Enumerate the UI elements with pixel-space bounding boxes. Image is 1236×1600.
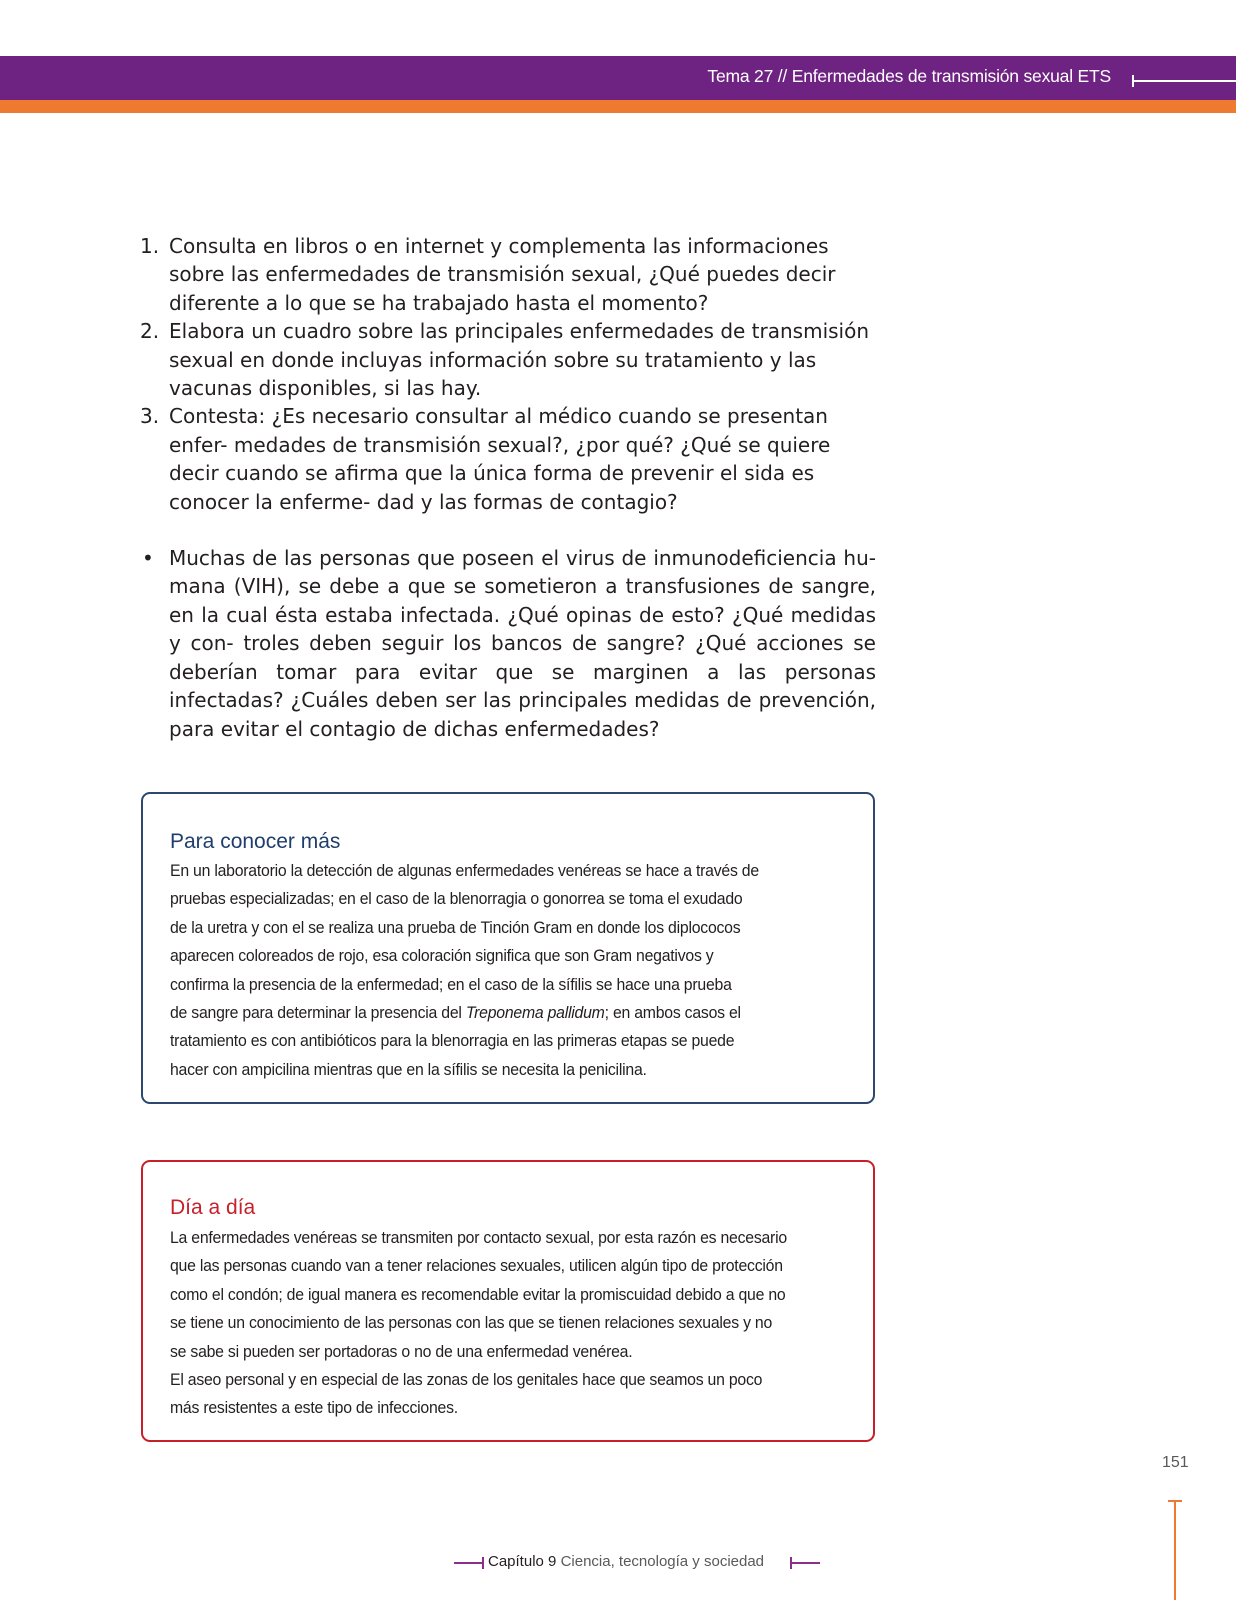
question-number: 1. [140, 234, 160, 258]
question-text: Consulta en libros o en internet y complementa las informaciones sobre las enfermedades de transmisión sexual, ¿Qué puedes decir diferente a lo que se ha trabajado hasta el momento? [169, 234, 836, 315]
body-line: de la uretra y con el se realiza una prueba de Tinción Gram en donde los diplococos [170, 917, 741, 937]
body-line: En un laboratorio la detección de algunas enfermedades venéreas se hace a través de [170, 861, 759, 880]
body-line: tratamiento es con antibióticos para la blenorragia en las primeras etapas se puede [170, 1031, 735, 1051]
footer-text [488, 1553, 764, 1570]
body-line: se sabe si pueden ser portadoras o no de una enfermedad venérea. [170, 1341, 633, 1361]
question-item [140, 317, 876, 402]
question-item [140, 232, 876, 317]
body-line: que las personas cuando van a tener relaciones sexuales, utilicen algún tipo de protección [170, 1256, 783, 1276]
question-number: 2. [140, 319, 160, 344]
species-name: Treponema pallidum [465, 1003, 605, 1023]
question-list [140, 232, 876, 516]
body-line [170, 999, 849, 1027]
main-content [140, 232, 876, 743]
question-number: 3. [140, 404, 160, 429]
body-line-start: de sangre para determinar la presencia del [170, 1003, 466, 1023]
para-conocer-mas-body [170, 857, 849, 1084]
bullet-paragraph [140, 544, 876, 743]
header-stripe [0, 100, 1236, 113]
bullet-text: Muchas de las personas que poseen el virus de inmunodeficiencia hu- mana (VIH), se debe a que se sometieron a transfusiones de sangre, en la cual ésta estaba infectada. ¿Qué opinas de esto? ¿Qué medidas y con- troles deben seguir los bancos de sangre? ¿Qué acciones se deberían tomar para evitar que se marginen a las personas infectadas? ¿Cuáles deben ser las principales medidas de prevención, para evitar el contagio de dichas enfermedades? [169, 546, 876, 741]
body-line: La enfermedades venéreas se transmiten por contacto sexual, por esta razón es necesario [170, 1228, 787, 1247]
body-line: confirma la presencia de la enfermedad; en el caso de la sífilis se hace una prueba [170, 974, 732, 994]
footer-chapter-label: Capítulo 9 [488, 1553, 557, 1570]
body-line: se tiene un conocimiento de las personas con las que se tienen relaciones sexuales y no [170, 1313, 773, 1333]
footer-rule-left [454, 1562, 484, 1564]
header-title: Tema 27 // Enfermedades de transmisión sexual ETS [707, 66, 1111, 86]
dia-a-dia-body [170, 1224, 849, 1423]
footer-rule-right [790, 1562, 820, 1564]
page-number: 151 [1162, 1454, 1189, 1471]
para-conocer-mas-title: Para conocer más [170, 830, 341, 853]
body-line: más resistentes a este tipo de infecciones. [170, 1398, 458, 1418]
footer [450, 1552, 820, 1576]
footer-chapter-title: Ciencia, tecnología y sociedad [560, 1553, 765, 1570]
body-line: aparecen coloreados de rojo, esa coloración significa que son Gram negativos y [170, 946, 714, 966]
body-line: El aseo personal y en especial de las zonas de los genitales hace que seamos un poco [170, 1370, 763, 1390]
body-line: como el condón; de igual manera es recomendable evitar la promiscuidad debido a que no [170, 1284, 786, 1304]
question-text: Contesta: ¿Es necesario consultar al médico cuando se presentan enfer- medades de transmisión sexual?, ¿por qué? ¿Qué se quiere decir cuando se afirma que la única forma de prevenir el sida es conocer la enferme- dad y las formas de contagio? [169, 404, 831, 514]
question-text: Elabora un cuadro sobre las principales enfermedades de transmisión sexual en donde incluyas información sobre su tratamiento y las vacunas disponibles, si las hay. [169, 319, 870, 401]
body-line: hacer con ampicilina mientras que en la sífilis se necesita la penicilina. [170, 1059, 647, 1079]
header-rule [1132, 80, 1236, 82]
side-rule [1174, 1500, 1176, 1600]
question-item [140, 402, 876, 516]
dia-a-dia-title: Día a día [170, 1196, 256, 1219]
body-line-end: ; en ambos casos el [604, 1003, 741, 1023]
footer-tick-left [482, 1557, 484, 1569]
body-line: pruebas especializadas; en el caso de la blenorragia o gonorrea se toma el exudado [170, 889, 743, 909]
dia-a-dia-box [141, 1160, 875, 1442]
para-conocer-mas-box [141, 792, 875, 1104]
bullet-dot: • [142, 546, 154, 571]
